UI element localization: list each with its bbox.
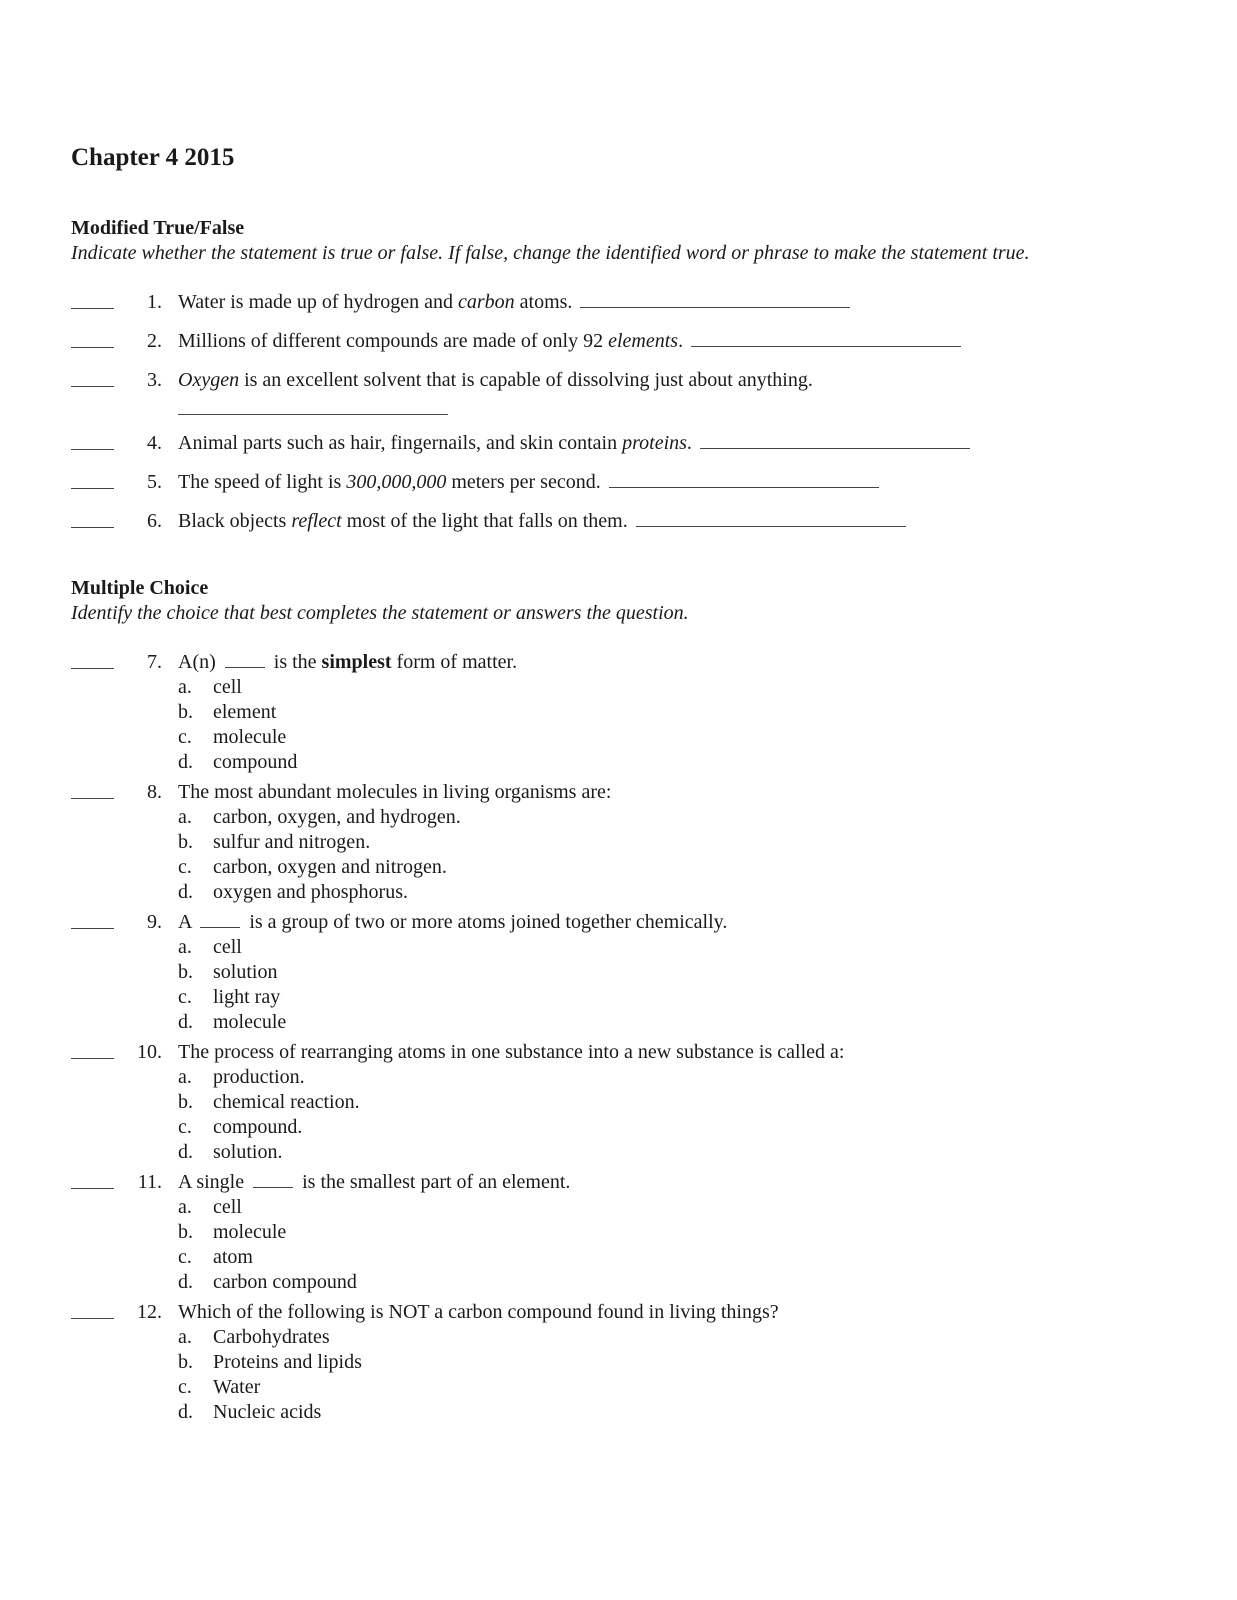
question-number: 4. xyxy=(147,432,162,454)
question-text: A is a group of two or more atoms joined together chemically. xyxy=(178,911,728,933)
answer-option[interactable] xyxy=(0,1139,1237,1165)
question-text: Water is made up of hydrogen and carbon atoms. xyxy=(178,289,850,315)
answer-option[interactable] xyxy=(0,1269,1237,1295)
mc-question-7 xyxy=(0,649,1237,675)
inline-blank xyxy=(253,1187,293,1188)
answer-option[interactable] xyxy=(0,854,1237,880)
option-text: chemical reaction. xyxy=(213,1091,360,1113)
question-number: 11. xyxy=(137,1171,162,1193)
answer-option[interactable] xyxy=(0,1114,1237,1140)
option-letter: c. xyxy=(178,1246,192,1268)
option-text: solution. xyxy=(213,1141,283,1163)
answer-line[interactable] xyxy=(609,487,879,488)
tf-question-5 xyxy=(0,469,1237,495)
option-letter: d. xyxy=(178,1141,193,1163)
option-text: carbon, oxygen, and hydrogen. xyxy=(213,806,461,828)
option-letter: b. xyxy=(178,831,193,853)
question-number: 7. xyxy=(147,651,162,673)
option-text: Nucleic acids xyxy=(213,1401,322,1423)
option-text: Proteins and lipids xyxy=(213,1351,362,1373)
answer-option[interactable] xyxy=(0,1089,1237,1115)
option-text: molecule xyxy=(213,726,287,748)
identified-word: carbon xyxy=(457,291,515,313)
response-blank[interactable] xyxy=(71,668,114,669)
mc-question-9 xyxy=(0,909,1237,935)
answer-option[interactable] xyxy=(0,1324,1237,1350)
option-letter: c. xyxy=(178,726,192,748)
question-text: A single is the smallest part of an element. xyxy=(178,1171,571,1193)
response-blank[interactable] xyxy=(71,488,114,489)
option-text: compound xyxy=(213,751,298,773)
option-text: cell xyxy=(213,676,242,698)
option-letter: b. xyxy=(178,701,193,723)
tf-section-header xyxy=(71,216,1030,266)
option-letter: b. xyxy=(178,1351,193,1373)
identified-word: reflect xyxy=(291,510,342,532)
question-text: The most abundant molecules in living organisms are: xyxy=(178,781,612,803)
option-letter: b. xyxy=(178,1221,193,1243)
answer-option[interactable] xyxy=(0,804,1237,830)
option-letter: a. xyxy=(178,1066,192,1088)
question-number: 6. xyxy=(147,510,162,532)
response-blank[interactable] xyxy=(71,798,114,799)
option-text: compound. xyxy=(213,1116,303,1138)
response-blank[interactable] xyxy=(71,386,114,387)
question-number: 1. xyxy=(147,291,162,313)
answer-option[interactable] xyxy=(0,674,1237,700)
tf-question-3-answer xyxy=(0,396,1237,422)
response-blank[interactable] xyxy=(71,928,114,929)
mc-question-8 xyxy=(0,779,1237,805)
option-letter: a. xyxy=(178,676,192,698)
answer-option[interactable] xyxy=(0,1194,1237,1220)
option-letter: b. xyxy=(178,1091,193,1113)
option-text: Carbohydrates xyxy=(213,1326,330,1348)
option-letter: d. xyxy=(178,1271,193,1293)
identified-word: proteins xyxy=(622,432,687,454)
inline-blank xyxy=(225,667,265,668)
question-text: The process of rearranging atoms in one substance into a new substance is called a: xyxy=(178,1041,845,1063)
option-letter: d. xyxy=(178,1401,193,1423)
mc-question-10 xyxy=(0,1039,1237,1065)
tf-question-4 xyxy=(0,430,1237,456)
option-letter: d. xyxy=(178,1011,193,1033)
response-blank[interactable] xyxy=(71,1188,114,1189)
question-text: A(n) is the simplest form of matter. xyxy=(178,651,518,673)
tf-section-instructions: Indicate whether the statement is true or false. If false, change the identified word or phrase to make the statement true. xyxy=(71,242,1030,264)
question-number: 3. xyxy=(147,369,162,391)
response-blank[interactable] xyxy=(71,347,114,348)
tf-question-3 xyxy=(0,367,1237,393)
option-text: solution xyxy=(213,961,278,983)
answer-option[interactable] xyxy=(0,724,1237,750)
option-text: Water xyxy=(213,1376,261,1398)
option-text: element xyxy=(213,701,277,723)
identified-word: elements xyxy=(608,330,679,352)
question-number: 2. xyxy=(147,330,162,352)
response-blank[interactable] xyxy=(71,1318,114,1319)
answer-line[interactable] xyxy=(691,346,961,347)
answer-option[interactable] xyxy=(0,1349,1237,1375)
question-text: Animal parts such as hair, fingernails, and skin contain proteins. xyxy=(178,430,970,456)
answer-option[interactable] xyxy=(0,1064,1237,1090)
mc-section-instructions: Identify the choice that best completes the statement or answers the question. xyxy=(71,602,689,624)
option-text: production. xyxy=(213,1066,305,1088)
response-blank[interactable] xyxy=(71,449,114,450)
question-text: Oxygen is an excellent solvent that is capable of dissolving just about anything. xyxy=(178,369,813,391)
question-text: Millions of different compounds are made of only 92 elements. xyxy=(178,328,961,354)
tf-question-1 xyxy=(0,289,1237,315)
answer-option[interactable] xyxy=(0,699,1237,725)
option-text: oxygen and phosphorus. xyxy=(213,881,408,903)
option-text: light ray xyxy=(213,986,281,1008)
answer-option[interactable] xyxy=(0,829,1237,855)
mc-section-title: Multiple Choice xyxy=(71,577,209,599)
option-letter: b. xyxy=(178,961,193,983)
question-text: Black objects reflect most of the light that falls on them. xyxy=(178,508,906,534)
answer-option[interactable] xyxy=(0,1244,1237,1270)
answer-option[interactable] xyxy=(0,959,1237,985)
option-letter: a. xyxy=(178,1326,192,1348)
answer-line[interactable] xyxy=(178,414,448,415)
mc-section-header xyxy=(71,576,689,626)
question-number: 8. xyxy=(147,781,162,803)
option-text: cell xyxy=(213,1196,242,1218)
inline-blank xyxy=(200,927,240,928)
option-text: carbon, oxygen and nitrogen. xyxy=(213,856,447,878)
mc-question-12 xyxy=(0,1299,1237,1325)
tf-section-title: Modified True/False xyxy=(71,217,245,239)
option-letter: c. xyxy=(178,856,192,878)
answer-option[interactable] xyxy=(0,1219,1237,1245)
answer-option[interactable] xyxy=(0,1374,1237,1400)
identified-word: Oxygen xyxy=(178,369,240,391)
question-number: 9. xyxy=(147,911,162,933)
question-number: 10. xyxy=(137,1041,162,1063)
answer-line[interactable] xyxy=(700,448,970,449)
identified-word: 300,000,000 xyxy=(346,471,447,493)
option-letter: c. xyxy=(178,1116,192,1138)
option-letter: a. xyxy=(178,1196,192,1218)
answer-option[interactable] xyxy=(0,934,1237,960)
answer-option[interactable] xyxy=(0,1399,1237,1425)
response-blank[interactable] xyxy=(71,1058,114,1059)
option-letter: d. xyxy=(178,751,193,773)
option-text: molecule xyxy=(213,1221,287,1243)
option-text: molecule xyxy=(213,1011,287,1033)
answer-option[interactable] xyxy=(0,879,1237,905)
mc-question-11 xyxy=(0,1169,1237,1195)
answer-option[interactable] xyxy=(0,1009,1237,1035)
answer-option[interactable] xyxy=(0,984,1237,1010)
answer-line[interactable] xyxy=(636,526,906,527)
question-number: 12. xyxy=(137,1301,162,1323)
question-number: 5. xyxy=(147,471,162,493)
option-letter: c. xyxy=(178,986,192,1008)
option-letter: a. xyxy=(178,936,192,958)
tf-question-6 xyxy=(0,508,1237,534)
response-blank[interactable] xyxy=(71,308,114,309)
question-text: The speed of light is 300,000,000 meters per second. xyxy=(178,469,879,495)
option-letter: c. xyxy=(178,1376,192,1398)
option-letter: d. xyxy=(178,881,193,903)
tf-question-2 xyxy=(0,328,1237,354)
option-text: atom xyxy=(213,1246,253,1268)
option-text: cell xyxy=(213,936,242,958)
page-title: Chapter 4 2015 xyxy=(71,144,235,171)
answer-line[interactable] xyxy=(580,307,850,308)
question-text: Which of the following is NOT a carbon compound found in living things? xyxy=(178,1301,779,1323)
option-text: sulfur and nitrogen. xyxy=(213,831,371,853)
option-letter: a. xyxy=(178,806,192,828)
option-text: carbon compound xyxy=(213,1271,357,1293)
response-blank[interactable] xyxy=(71,527,114,528)
answer-option[interactable] xyxy=(0,749,1237,775)
